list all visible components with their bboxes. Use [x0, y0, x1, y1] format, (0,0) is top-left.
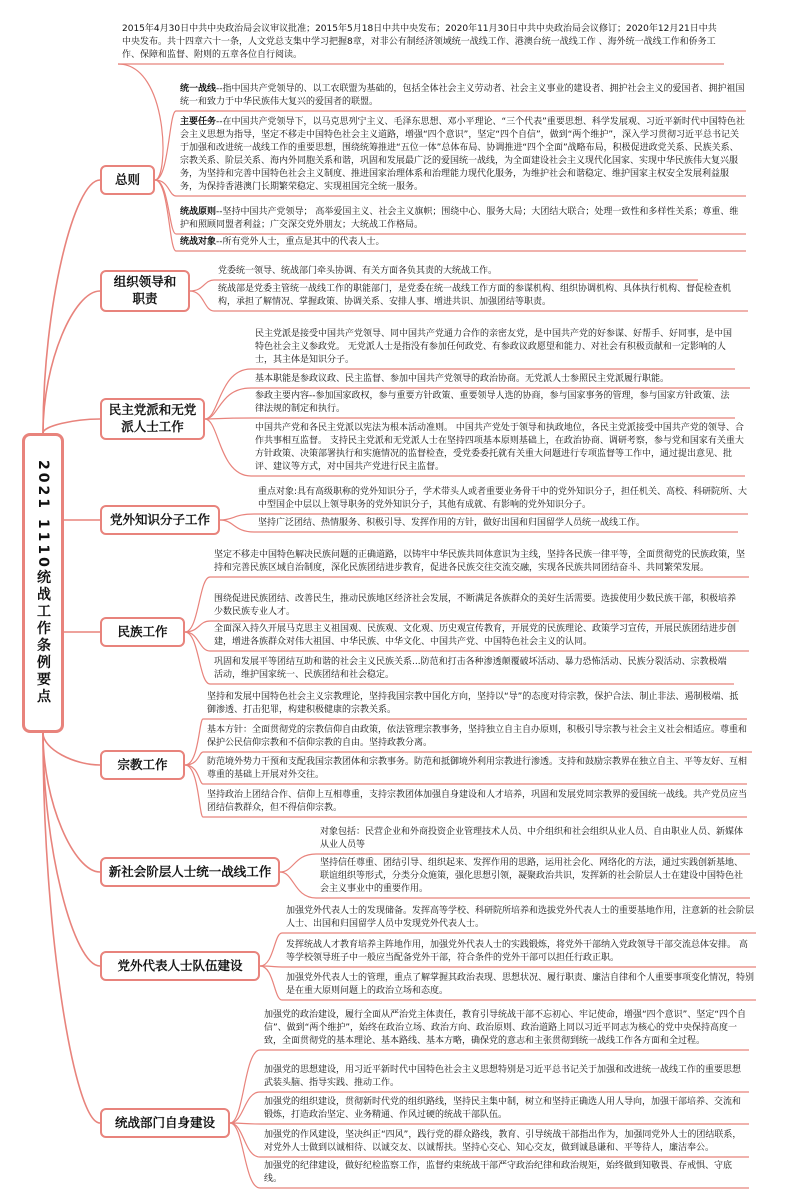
- leaf-democratic-parties-definition: 民主党派是接受中国共产党领导、同中国共产党通力合作的亲密友党，是中国共产党的好参谋、好帮手、好同事，是中国特色社会主义参政党。 无党派人士是指没有参加任何政党、有参政议政愿望和能力、对社会有积极贡献和一定影响的人士，其主体是知识分子。: [255, 329, 733, 366]
- connector-line: [230, 1050, 260, 1123]
- leaf-representatives-management: 加强党外代表人士的管理，重点了解掌握其政治表现、思想状况、履行职责、廉洁自律和个人重要事项变化情况，特别是在重大原则问题上的政治立场和态度。: [286, 973, 755, 997]
- connector-line: [205, 369, 251, 419]
- connector-line: [185, 719, 203, 765]
- branch-label: 宗教工作: [117, 756, 168, 772]
- connector-line: [185, 621, 210, 632]
- leaf-political-participation: 参政主要内容--参加国家政权，参与重要方针政策、重要领导人选的协商，参与国家事务的管理，参与国家方针政策、法律法规的制定和执行。: [255, 391, 730, 415]
- leaf-religion-basic-policy: 基本方针：全面贯彻党的宗教信仰自由政策，依法管理宗教事务，坚持独立自主自办原则，积极引导宗教与社会主义社会相适应。尊重和保护公民信仰宗教和不信仰宗教的自由。坚持政教分离。: [207, 725, 748, 749]
- connector-line: [230, 1123, 260, 1188]
- connector-line: [185, 577, 210, 632]
- connector-line: [190, 291, 214, 311]
- connector-line: [205, 419, 251, 476]
- connector-line: [43, 733, 100, 872]
- branch-religion[interactable]: [100, 750, 185, 780]
- leaf-religion-theory: 坚持和发展中国特色社会主义宗教理论，坚持我国宗教中国化方向，坚持以“导”的态度对待宗教，保护合法、制止非法、遏制极端、抵御渗透、打击犯罪，构建积极健康的宗教关系。: [207, 692, 739, 716]
- connector-line: [118, 64, 163, 180]
- branch-self-building[interactable]: [100, 1108, 230, 1138]
- branch-democratic-parties[interactable]: [100, 398, 205, 440]
- root-topic[interactable]: [22, 433, 64, 733]
- branch-label: 总则: [114, 171, 140, 187]
- branch-label: 党外代表人士队伍建设: [117, 957, 243, 973]
- leaf-basic-functions: 基本职能是参政议政、民主监督、参加中国共产党领导的政治协商。无党派人士参照民主党派履行职能。: [255, 374, 670, 384]
- connector-line: [185, 765, 203, 784]
- leaf-style-building: 加强党的作风建设，坚决纠正“四风”，践行党的群众路线，教育、引导统战干部指出作为，加强同党外人士的团结联系，对党外人士做到以诚相待、以诚交友、以诚帮扶。坚持心交心、知心交友，做到诚恳谦和、平等待人，廉洁奉公。: [264, 1130, 742, 1154]
- connector-line: [230, 1123, 260, 1157]
- connector-line: [43, 733, 100, 1123]
- connector-line: [205, 388, 251, 419]
- connector-line: [220, 520, 254, 532]
- branch-label: 民族工作: [117, 623, 168, 639]
- connector-line: [43, 733, 100, 765]
- connector-line: [205, 418, 251, 419]
- leaf-ideological-building: 加强党的思想建设，用习近平新时代中国特色社会主义思想特别是习近平总书记关于加强和改进统一战线工作的重要思想武装头脑、指导实践、推动工作。: [264, 1065, 742, 1089]
- leaf-new-strata-targets: 对象包括：民营企业和外商投资企业管理技术人员、中介组织和社会组织从业人员、自由职业人员、新媒体从业人员等: [320, 827, 744, 851]
- leaf-political-building: 加强党的政治建设，履行全面从严治党主体责任，教育引导统战干部不忘初心、牢记使命，增强“四个意识”、坚定“四个自信”、做到“两个维护”，始终在政治立场、政治方向、政治原则、政治道路上同以习近平同志为核心的党中央保持高度一致，全面贯彻党的基本理论、基本路线、基本方略，确保党的意志和主张贯彻到统一战线工作各方面和全过程。: [264, 1010, 746, 1047]
- branch-label: 党外知识分子工作: [109, 511, 210, 527]
- connector-line: [230, 1092, 260, 1123]
- leaf-religion-cooperation: 坚持政治上团结合作、信仰上互相尊重，支持宗教团体加强自身建设和人才培养，巩固和发展党同宗教界的爱国统一战线。共产党员应当团结信教群众，但不得信仰宗教。: [207, 790, 748, 814]
- leaf-new-strata-approach: 坚持信任尊重、团结引导、组织起来、发挥作用的思路，运用社会化、网络化的方法，通过实践创新基地、联谊组织等形式，分类分众施策，强化思想引领，凝聚政治共识，发挥新的社会阶层人士在建设中国特色社会主义事业中的重要作用。: [320, 858, 744, 895]
- connector-line: [43, 419, 100, 433]
- connector-line: [260, 966, 282, 967]
- connector-line: [280, 872, 316, 898]
- leaf-general-overview: 2015年4月30日中共中央政治局会议审议批准；2015年5月18日中共中央发布；2020年11月30日中共中央政治局会议修订；2020年12月21日中共中央发布。共十四章六十一条，人文党总支集中学习把握8章，对非公有制经济领域统一战线工作、港澳台统一战线工作 、海外统一战线工作和侨务工作、保障和监督、附则的五章各位自行阅读。: [122, 24, 717, 61]
- leaf-org-duties: 统战部是党委主管统一战线工作的职能部门，是党委在统一战线工作方面的参谋机构、组织协调机构、具体执行机构、督促检查机构，承担了解情况、掌握政策、协调关系、安排人事、增进共识、加强团结等职责。: [218, 284, 732, 308]
- branch-non-party-representatives[interactable]: [100, 951, 260, 981]
- connector-line: [43, 733, 100, 966]
- leaf-representatives-training: 发挥统战人才教育培养主阵地作用，加强党外代表人士的实践锻炼，将党外干部纳入党政领导干部交流总体安排。 高等学校领导班子中一般应当配备党外干部，符合条件的党外干部可以担任行政正职。: [286, 940, 748, 964]
- branch-label: 新社会阶层人士统一战线工作: [108, 863, 272, 879]
- leaf-organizational-building: 加强党的组织建设，贯彻新时代党的组织路线，坚持民主集中制，树立和坚持正确选人用人导向，加强干部培养、交流和锻炼，打造政治坚定、业务精通、作风过硬的统战干部队伍。: [264, 1097, 742, 1121]
- leaf-ethnic-education: 全面深入持久开展马克思主义祖国观、民族观、文化观、历史观宣传教育，开展党的民族理论、政策学习宣传，开展民族团结进步创建，增进各族群众对伟大祖国、中华民族、中华文化、中国共产党、中国特色社会主义的认同。: [214, 624, 737, 648]
- connector-line: [185, 765, 203, 817]
- leaf-united-front-targets: 统战对象--所有党外人士，重点是其中的代表人士。: [180, 237, 385, 247]
- leaf-ethnic-development: 围绕促进民族团结、改善民生，推动民族地区经济社会发展，不断满足各族群众的美好生活需要。选拔使用少数民族干部，积极培养少数民族专业人才。: [214, 594, 737, 618]
- branch-new-social-strata[interactable]: [100, 857, 280, 887]
- leaf-main-tasks: 主要任务--在中国共产党领导下，以马克思列宁主义、毛泽东思想、邓小平理论、“三个代表”重要思想、科学发展观、习近平新时代中国特色社会主义思想为指导，坚定不移走中国特色社会主义道路，增强“四个意识”，坚定“四个自信”，做到“两个维护”，深入学习贯彻习近平总书记关于加强和改进统一战线工作的重要思想，围绕统筹推进“五位一体”总体布局、协调推进“四个全面”战略布局，积极促进政党关系、民族关系、宗教关系、阶层关系、海内外同胞关系和谐，巩固和发展最广泛的爱国统一战线，为全面建设社会主义现代化国家、实现中华民族伟大复兴服务，为坚持和完善中国特色社会主义制度、推进国家治理体系和治理能力现代化服务，为维护社会和谐稳定、维护国家主权安全发展利益服务，为保持香港澳门长期繁荣稳定、实现祖国完全统一服务。: [180, 117, 745, 193]
- branch-ethnic-affairs[interactable]: [100, 617, 185, 647]
- branch-label: 民主党派和无党派人士工作: [108, 402, 197, 434]
- leaf-united-front-principles: 统战原则--坚持中国共产党领导； 高举爱国主义、社会主义旗帜；围绕中心、服务大局；大团结大联合；处理一致性和多样性关系；尊重、维护和照顾同盟者利益；广交深交党外朋友；大统战工作格局。: [180, 207, 739, 231]
- connector-line: [260, 966, 282, 1000]
- branch-label: 组织领导和职责: [113, 274, 177, 306]
- branch-general-principles[interactable]: [100, 165, 155, 195]
- connector-line: [155, 180, 176, 196]
- leaf-intellectual-policy: 坚持广泛团结、热情服务、积极引导、发挥作用的方针，做好出国和归国留学人员统一战线工作。: [258, 518, 646, 528]
- branch-label: 统战部门自身建设: [114, 1114, 215, 1130]
- leaf-united-front-definition: 统一战线--指中国共产党领导的、以工农联盟为基础的，包括全体社会主义劳动者、社会主义事业的建设者、拥护社会主义的爱国者、拥护祖国统一和致力于中华民族伟大复兴的爱国者的联盟。: [180, 84, 745, 108]
- leaf-ethnic-relations: 巩固和发展平等团结互助和谐的社会主义民族关系...防范和打击各种渗透颠覆破坏活动、暴力恐怖活动、民族分裂活动、宗教极端活动，维护国家统一、民族团结和社会稳定。: [214, 657, 727, 681]
- root-title: 2021 1110统战工作条例要点: [35, 460, 51, 706]
- connector-line: [190, 280, 214, 291]
- branch-intellectuals[interactable]: [100, 505, 220, 535]
- connector-line: [155, 180, 176, 234]
- branch-organization[interactable]: [100, 270, 190, 312]
- leaf-ethnic-path: 坚定不移走中国特色解决民族问题的正确道路，以铸牢中华民族共同体意识为主线，坚持各民族一律平等，全面贯彻党的民族政策，坚持和完善民族区域自治制度，深化民族团结进步教育，促进各民族交往交流交融，实现各民族共同团结奋斗、共同繁荣发展。: [214, 550, 746, 574]
- connector-line: [185, 752, 203, 765]
- leaf-democratic-supervision: 中国共产党和各民主党派以宪法为根本活动准则。 中国共产党处于领导和执政地位，各民主党派接受中国共产党的领导、合作共事相互监督。 支持民主党派和无党派人士在坚持四项基本原则基础上，在政治协商、调研考察，参与党和国家有关重大方针政策、决策部署执行和实施情况的监督检查，受党委委托就有关重大问题进行专项监督等工作中，通过提出意见、批评、建议等方式，对中国共产党进行民主监督。: [255, 423, 744, 473]
- leaf-org-leadership: 党委统一领导、统战部门牵头协调、有关方面各负其责的大统战工作。: [218, 266, 498, 276]
- leaf-discipline-building: 加强党的纪律建设，做好纪检监察工作，监督约束统战干部严守政治纪律和政治规矩，始终做到知敬畏、存戒惧、守底线。: [264, 1161, 733, 1185]
- connector-line: [230, 1123, 260, 1124]
- connector-line: [220, 514, 254, 520]
- leaf-representatives-discovery: 加强党外代表人士的发现储备。发挥高等学校、科研院所培养和选拔党外代表人士的重要基地作用，注意新的社会阶层人士、出国和归国留学人员中发现党外代表人士。: [286, 906, 755, 930]
- connector-line: [280, 854, 316, 872]
- connector-line: [185, 632, 210, 684]
- connector-line: [43, 291, 100, 433]
- connector-line: [155, 180, 176, 251]
- connector-line: [155, 111, 176, 180]
- connector-line: [43, 180, 100, 433]
- leaf-key-intellectuals: 重点对象:具有高级职称的党外知识分子，学术带头人或者重要业务骨干中的党外知识分子，担任机关、高校、科研院所、大中型国企中层以上领导职务的党外知识分子，其他有成就、有影响的党外知识分子。: [258, 487, 748, 511]
- connector-line: [185, 632, 210, 651]
- connector-line: [260, 933, 282, 966]
- leaf-religion-foreign-interference: 防范境外势力干预和支配我国宗教团体和宗教事务。防范和抵御境外利用宗教进行渗透。支持和鼓励宗教界在独立自主、平等友好、互相尊重的基础上开展对外交往。: [207, 757, 748, 781]
